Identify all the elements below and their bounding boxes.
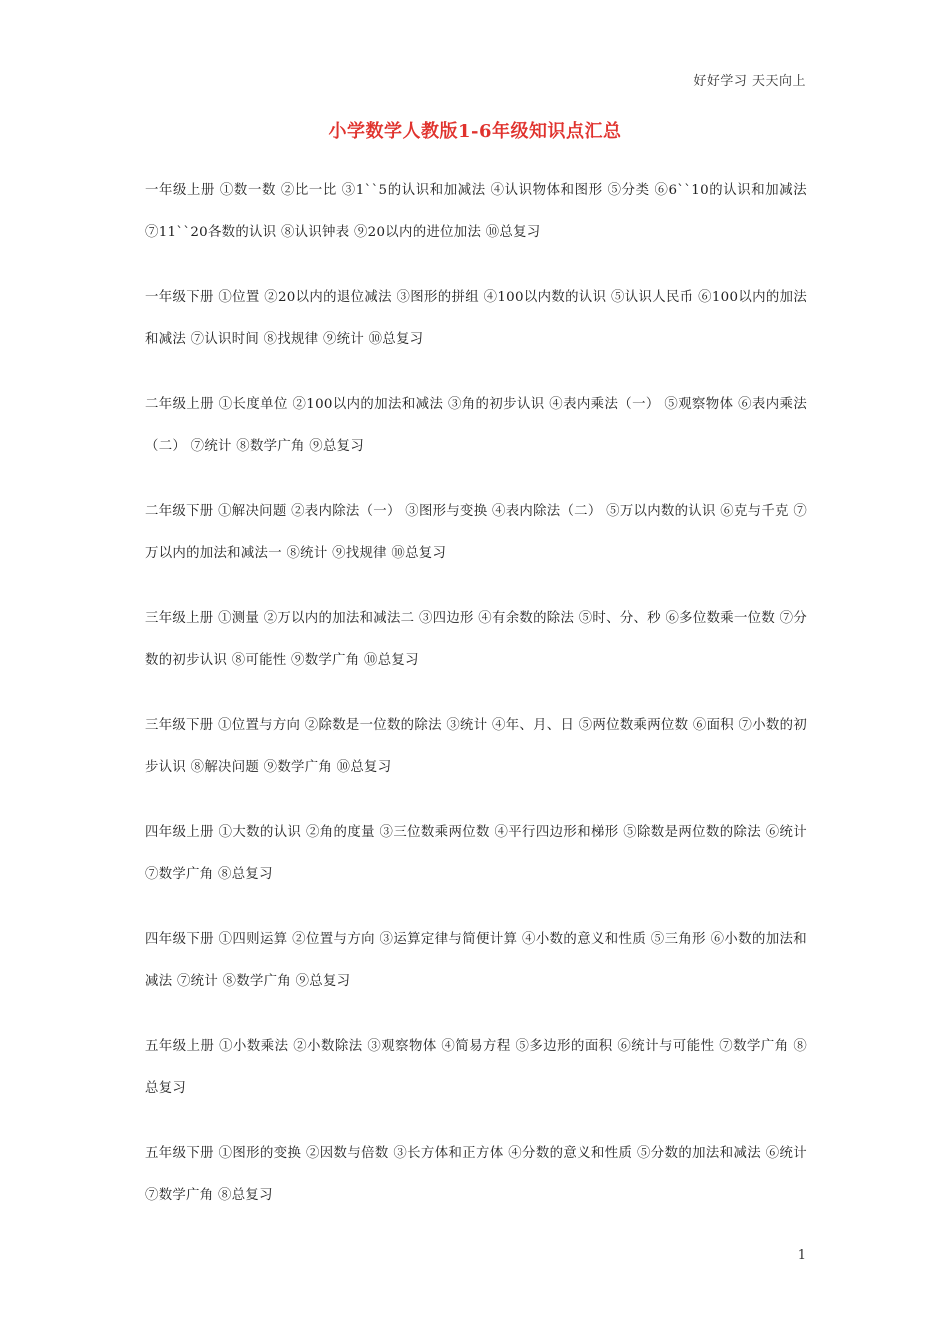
grade-section-g3-first bbox=[145, 598, 807, 682]
grade-label: 一年级上册 bbox=[145, 183, 216, 198]
grade-content: ①图形的变换 ②因数与倍数 ③长方体和正方体 ④分数的意义和性质 ⑤分数的加法和减法 ⑥统计 ⑦数学广角 ⑧总复习 bbox=[145, 1146, 807, 1203]
grade-section-g4-first bbox=[145, 812, 807, 896]
grade-label: 二年级上册 bbox=[145, 397, 215, 412]
grade-content: ①测量 ②万以内的加法和减法二 ③四边形 ④有余数的除法 ⑤时、分、秒 ⑥多位数乘一位数 ⑦分数的初步认识 ⑧可能性 ⑨数学广角 ⑩总复习 bbox=[145, 611, 807, 668]
grade-content: ①小数乘法 ②小数除法 ③观察物体 ④简易方程 ⑤多边形的面积 ⑥统计与可能性 ⑦数学广角 ⑧总复习 bbox=[145, 1039, 807, 1096]
grade-content: ①四则运算 ②位置与方向 ③运算定律与简便计算 ④小数的意义和性质 ⑤三角形 ⑥小数的加法和减法 ⑦统计 ⑧数学广角 ⑨总复习 bbox=[145, 932, 807, 989]
grade-content: ①长度单位 ②100以内的加法和减法 ③角的初步认识 ④表内乘法（一） ⑤观察物体 ⑥表内乘法（二） ⑦统计 ⑧数学广角 ⑨总复习 bbox=[145, 397, 807, 454]
header-slogan: 好好学习 天天向上 bbox=[693, 74, 806, 89]
grade-label: 三年级上册 bbox=[145, 611, 214, 626]
grade-content: ①大数的认识 ②角的度量 ③三位数乘两位数 ④平行四边形和梯形 ⑤除数是两位数的除法 ⑥统计 ⑦数学广角 ⑧总复习 bbox=[145, 825, 807, 882]
grade-section-g5-first bbox=[145, 1026, 807, 1110]
grade-label: 一年级下册 bbox=[145, 290, 214, 305]
grade-section-g1-second bbox=[145, 277, 807, 361]
grade-section-g2-first bbox=[145, 384, 807, 468]
grade-label: 四年级下册 bbox=[145, 932, 214, 947]
page-title: 小学数学人教版1-6年级知识点汇总 bbox=[328, 121, 622, 142]
page-number: 1 bbox=[797, 1248, 806, 1263]
grade-section-g1-first bbox=[145, 170, 807, 254]
grade-label: 四年级上册 bbox=[145, 825, 214, 840]
grade-label: 三年级下册 bbox=[145, 718, 214, 733]
grade-content: ①数一数 ②比一比 ③1``5的认识和加减法 ④认识物体和图形 ⑤分类 ⑥6``10的认识和加减法 ⑦11``20各数的认识 ⑧认识钟表 ⑨20以内的进位加法 ⑩总复习 bbox=[145, 183, 807, 240]
grade-section-g3-second bbox=[145, 705, 807, 789]
grade-content: ①解决问题 ②表内除法（一） ③图形与变换 ④表内除法（二） ⑤万以内数的认识 ⑥克与千克 ⑦万以内的加法和减法一 ⑧统计 ⑨找规律 ⑩总复习 bbox=[145, 504, 807, 561]
grade-label: 五年级上册 bbox=[145, 1039, 215, 1054]
grade-label: 五年级下册 bbox=[145, 1146, 214, 1161]
grade-section-g2-second bbox=[145, 491, 807, 575]
grade-sections bbox=[145, 170, 807, 1240]
grade-section-g5-second bbox=[145, 1133, 807, 1217]
grade-content: ①位置与方向 ②除数是一位数的除法 ③统计 ④年、月、日 ⑤两位数乘两位数 ⑥面积 ⑦小数的初步认识 ⑧解决问题 ⑨数学广角 ⑩总复习 bbox=[145, 718, 807, 775]
grade-section-g4-second bbox=[145, 919, 807, 1003]
grade-content: ①位置 ②20以内的退位减法 ③图形的拼组 ④100以内数的认识 ⑤认识人民币 ⑥100以内的加法和减法 ⑦认识时间 ⑧找规律 ⑨统计 ⑩总复习 bbox=[145, 290, 807, 347]
grade-label: 二年级下册 bbox=[145, 504, 214, 519]
